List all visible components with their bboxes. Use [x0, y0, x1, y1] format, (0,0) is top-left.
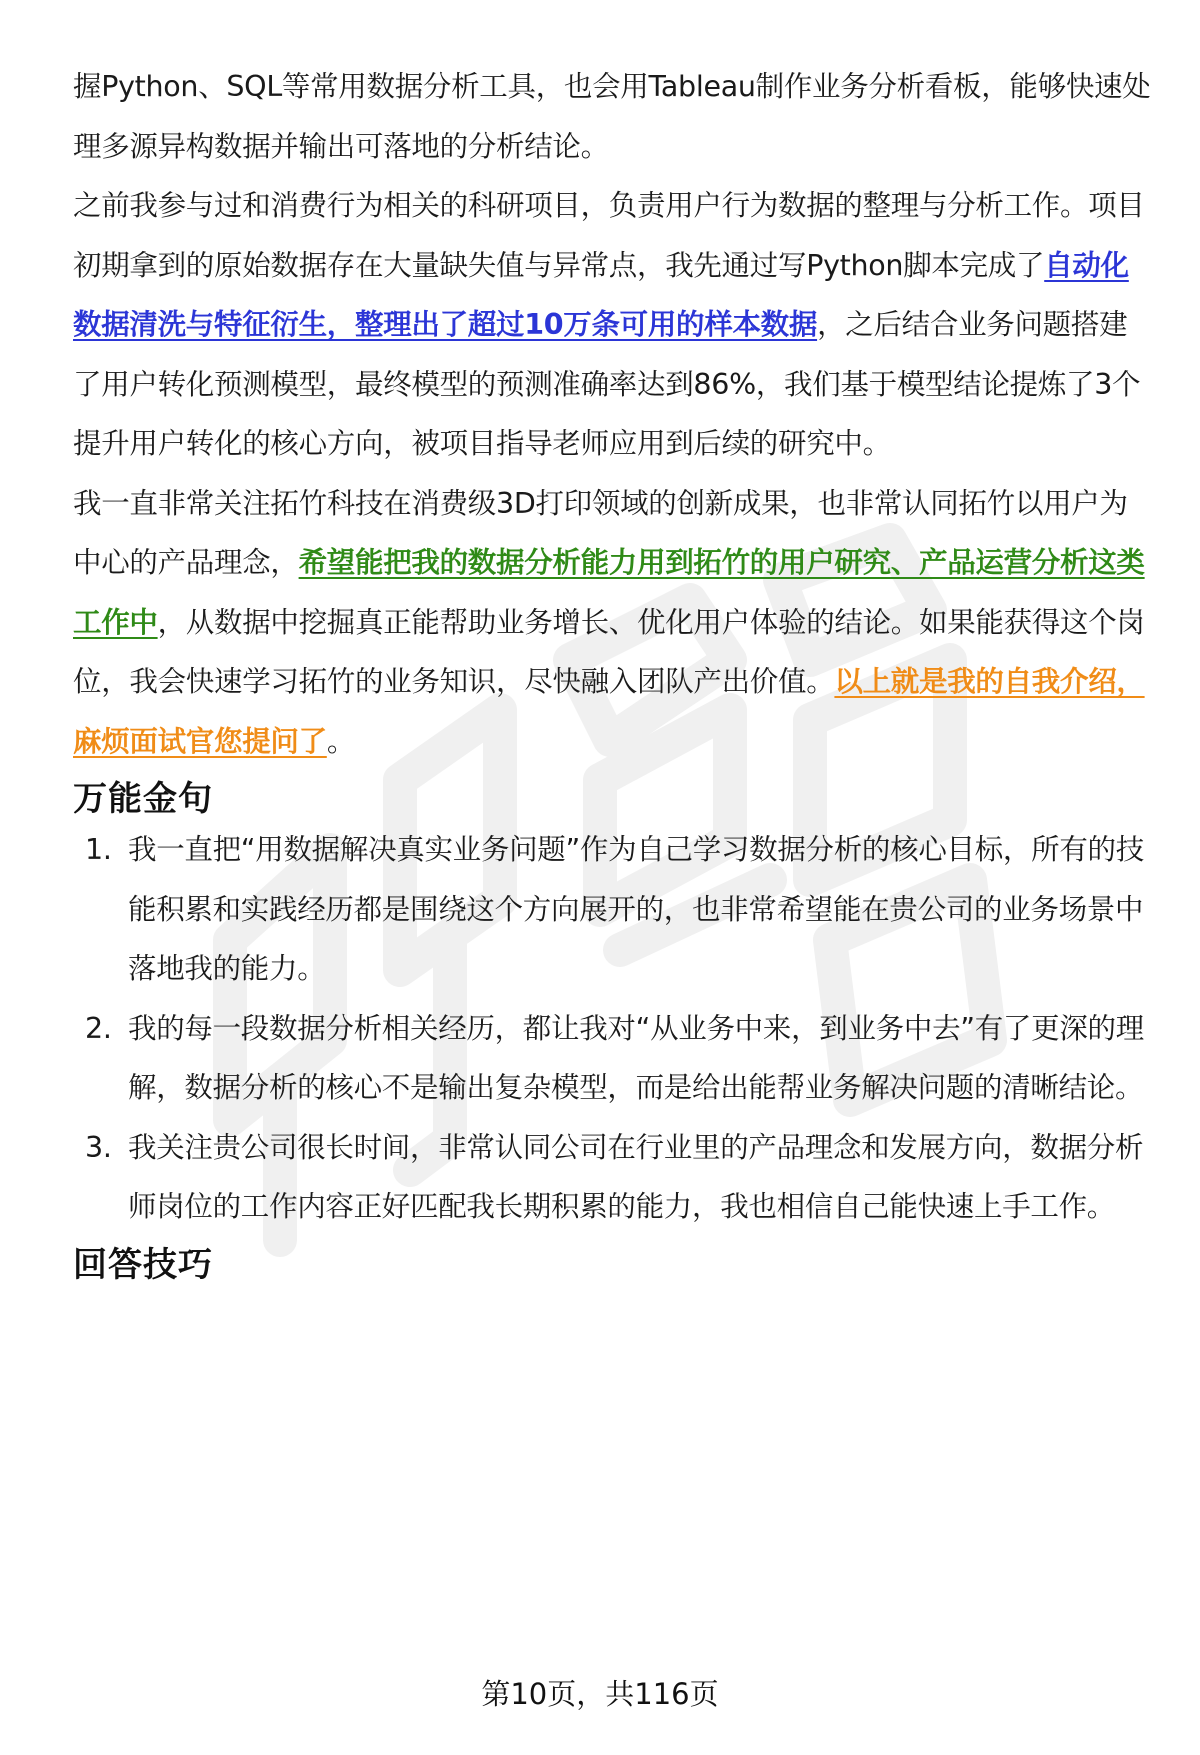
- paragraph-motivation: [73, 474, 1155, 772]
- gold-sentences-list: [73, 820, 1155, 1237]
- highlight-green-text: 希望能把我的数据分析能力用到拓竹的用户研究、产品运营分析这类工作中: [73, 546, 1145, 639]
- paragraph-skills: [73, 57, 1155, 176]
- list-item-text: 我关注贵公司很长时间，非常认同公司在行业里的产品理念和发展方向，数据分析师岗位的工作内容正好匹配我长期积累的能力，我也相信自己能快速上手工作。: [128, 1130, 1144, 1223]
- list-item-number: 1.: [85, 833, 112, 866]
- list-item-text: 我一直把“用数据解决真实业务问题”作为自己学习数据分析的核心目标，所有的技能积累和实践经历都是围绕这个方向展开的，也非常希望能在贵公司的业务场景中落地我的能力。: [128, 833, 1144, 985]
- paragraph-text: 之前我参与过和消费行为相关的科研项目，负责用户行为数据的整理与分析工作。项目初期拿到的原始数据存在大量缺失值与异常点，我先通过写Python脚本完成了: [73, 189, 1145, 282]
- list-item-number: 3.: [85, 1130, 112, 1164]
- paragraph-text: ，从数据中挖掘真正能帮助业务增长、优化用户体验的结论。如果能获得这个岗位，我会快速学习拓竹的业务知识，尽快融入团队产出价值。: [73, 605, 1145, 698]
- list-item: [73, 999, 1155, 1118]
- paragraph-project: [73, 176, 1155, 474]
- list-item-text: 我的每一段数据分析相关经历，都让我对“从业务中来，到业务中去”有了更深的理解，数据分析的核心不是输出复杂模型，而是给出能帮业务解决问题的清晰结论。: [128, 1011, 1144, 1104]
- main-content: [73, 57, 1155, 1286]
- section-heading-answer-tips: 回答技巧: [73, 1244, 213, 1285]
- section-heading-gold-sentences: 万能金句: [73, 779, 213, 819]
- highlight-orange-text: 以上就是我的自我介绍，麻烦面试官您提问了: [73, 665, 1145, 758]
- list-item: [73, 1118, 1155, 1237]
- paragraph-text: 。: [326, 724, 356, 758]
- highlight-blue-text: 自动化数据清洗与特征衍生，整理出了超过10万条可用的样本数据: [73, 248, 1129, 341]
- paragraph-text: ，之后结合业务问题搭建了用户转化预测模型，最终模型的预测准确率达到86%，我们基于模型结论提炼了3个提升用户转化的核心方向，被项目指导老师应用到后续的研究中。: [73, 308, 1141, 460]
- list-item-number: 2.: [85, 1011, 112, 1045]
- page-number-footer: 第10页，共116页: [481, 1677, 719, 1711]
- paragraph-text: 握Python、SQL等常用数据分析工具，也会用Tableau制作业务分析看板，能够快速处理多源异构数据并输出可落地的分析结论。: [73, 70, 1151, 163]
- paragraph-text: 我一直非常关注拓竹科技在消费级3D打印领域的创新成果，也非常认同拓竹以用户为中心的产品理念，: [73, 486, 1128, 579]
- list-item: [73, 820, 1155, 999]
